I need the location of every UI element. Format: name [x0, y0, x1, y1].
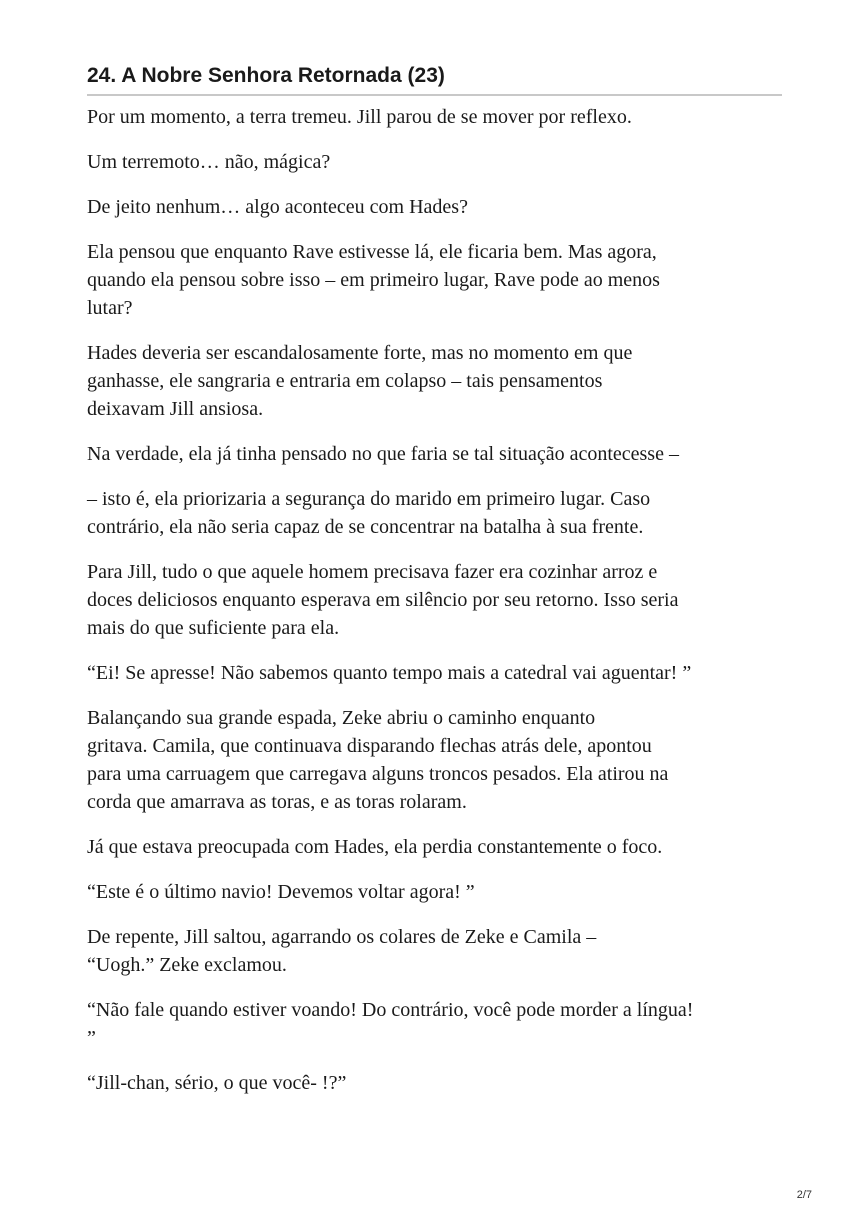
page-number: 2/7: [796, 1189, 812, 1201]
paragraph: Hades deveria ser escandalosamente forte, mas no momento em que ganhasse, ele sangraria e entraria em colapso – tais pensamentos deixavam Jill ansiosa.: [87, 342, 633, 420]
chapter-title: 24. A Nobre Senhora Retornada (23): [87, 64, 445, 87]
paragraph: Um terremoto… não, mágica?: [87, 151, 331, 173]
paragraph: “Ei! Se apresse! Não sabemos quanto tempo mais a catedral vai aguentar! ”: [87, 662, 692, 684]
paragraph: Para Jill, tudo o que aquele homem precisava fazer era cozinhar arroz e doces deliciosos enquanto esperava em silêncio por seu retorno. Isso seria mais do que suficiente para ela.: [87, 561, 679, 639]
paragraph: De jeito nenhum… algo aconteceu com Hades?: [87, 196, 468, 218]
paragraph: Por um momento, a terra tremeu. Jill parou de se mover por reflexo.: [87, 106, 632, 128]
paragraph: Balançando sua grande espada, Zeke abriu o caminho enquanto gritava. Camila, que continuava disparando flechas atrás dele, apontou para uma carruagem que carregava alguns troncos pesados. Ela atirou na corda que amarrava as toras, e as toras rolaram.: [87, 707, 669, 813]
title-divider: [87, 94, 782, 96]
paragraph: “Jill-chan, sério, o que você- !?”: [87, 1072, 347, 1094]
paragraph: Ela pensou que enquanto Rave estivesse lá, ele ficaria bem. Mas agora, quando ela pensou sobre isso – em primeiro lugar, Rave pode ao menos lutar?: [87, 241, 660, 319]
paragraph: – isto é, ela priorizaria a segurança do marido em primeiro lugar. Caso contrário, ela não seria capaz de se concentrar na batalha à sua frente.: [87, 488, 651, 538]
paragraph: De repente, Jill saltou, agarrando os colares de Zeke e Camila – “Uogh.” Zeke exclamou.: [87, 926, 597, 976]
chapter-body: [87, 103, 787, 1114]
paragraph: Na verdade, ela já tinha pensado no que faria se tal situação acontecesse –: [87, 443, 679, 465]
paragraph: Já que estava preocupada com Hades, ela perdia constantemente o foco.: [87, 836, 663, 858]
paragraph: “Este é o último navio! Devemos voltar agora! ”: [87, 881, 475, 903]
paragraph: “Não fale quando estiver voando! Do contrário, você pode morder a língua! ”: [87, 999, 694, 1049]
